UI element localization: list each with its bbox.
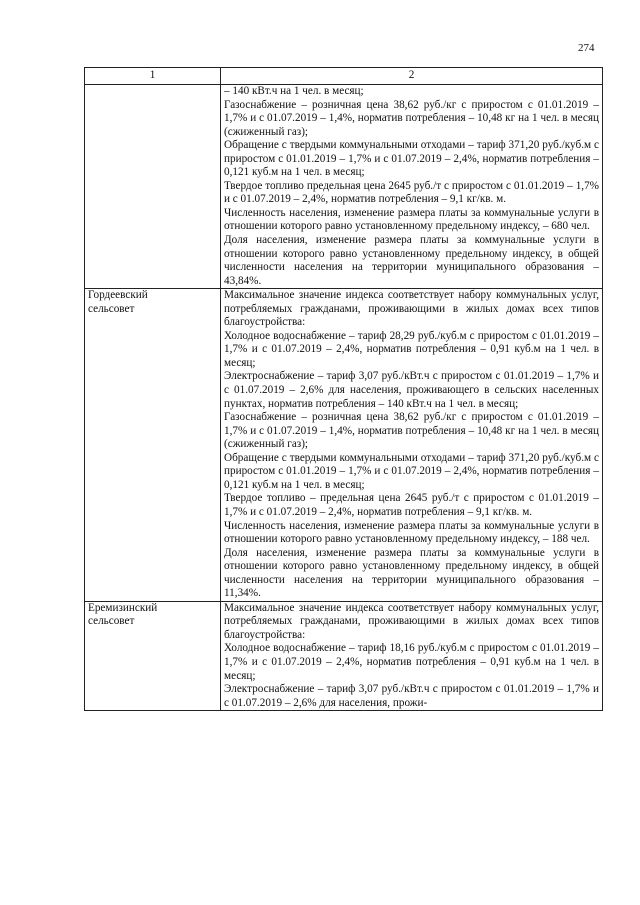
description-paragraph: Газоснабжение – розничная цена 38,62 руб./кг с приростом с 01.01.2019 – 1,7% и с 01.07.2019 – 1,4%, норматив потребления – 10,48 кг на 1 чел. в месяц (сжиженный газ);	[224, 98, 599, 138]
description-cell	[221, 85, 603, 289]
municipality-name-cell	[85, 289, 221, 602]
description-cell	[221, 601, 603, 710]
table-row	[85, 289, 603, 602]
description-paragraph: Обращение с твердыми коммунальными отходами – тариф 371,20 руб./куб.м с приростом с 01.01.2019 – 1,7% и с 01.07.2019 – 2,4%, норматив потребления – 0,121 куб.м на 1 чел. в месяц;	[224, 139, 599, 179]
description-paragraph: Холодное водоснабжение – тариф 28,29 руб./куб.м с приростом с 01.01.2019 – 1,7% и с 01.07.2019 – 2,4%, норматив потребления – 0,91 куб.м на 1 чел. в месяц;	[224, 329, 599, 369]
municipality-name-cell	[85, 85, 221, 289]
description-paragraph: Численность населения, изменение размера платы за коммунальные услуги в отношении которого равно установленному предельному индексу, – 188 чел.	[224, 519, 599, 546]
header-row	[85, 68, 603, 85]
description-paragraph: Доля населения, изменение размера платы за коммунальные услуги в отношении которого равно установленному предельному индексу, в общей численности населения на территории муниципального образования – 43,84%.	[224, 234, 599, 287]
municipality-name-line: Еремизинский	[88, 601, 158, 614]
municipality-name-line: сельсовет	[88, 302, 135, 315]
description-paragraph: Холодное водоснабжение – тариф 18,16 руб./куб.м с приростом с 01.01.2019 – 1,7% и с 01.07.2019 – 2,4%, норматив потребления – 0,91 куб.м на 1 чел. в месяц;	[224, 642, 599, 682]
description-paragraph: Электроснабжение – тариф 3,07 руб./кВт.ч с приростом с 01.01.2019 – 1,7% и с 01.07.2019 – 2,6% для населения, прожи-	[224, 683, 599, 709]
description-paragraph: Твердое топливо – предельная цена 2645 руб./т с приростом с 01.01.2019 – 1,7% и с 01.07.2019 – 2,4%, норматив потребления – 9,1 кг/кв. м.	[224, 492, 599, 518]
description-paragraph: Максимальное значение индекса соответствует набору коммунальных услуг, потребляемых гражданами, проживающими в жилых домах всех типов благоустройства:	[224, 601, 599, 641]
municipality-name-line: сельсовет	[88, 615, 135, 628]
tariff-table	[84, 67, 603, 711]
description-paragraph: Газоснабжение – розничная цена 38,62 руб./кг с приростом с 01.01.2019 – 1,7% и с 01.07.2019 – 1,4%, норматив потребления – 10,48 кг на 1 чел. в месяц (сжиженный газ);	[224, 411, 599, 451]
table-row	[85, 85, 603, 289]
description-paragraph: – 140 кВт.ч на 1 чел. в месяц;	[224, 85, 364, 97]
description-paragraph: Численность населения, изменение размера платы за коммунальные услуги в отношении которого равно установленному предельному индексу, – 680 чел.	[224, 206, 599, 233]
page-number: 274	[578, 42, 595, 54]
description-paragraph: Твердое топливо предельная цена 2645 руб./т с приростом с 01.01.2019 – 1,7% и с 01.07.2019 – 2,4%, норматив потребления – 9,1 кг/кв. м.	[224, 179, 599, 206]
description-paragraph: Максимальное значение индекса соответствует набору коммунальных услуг, потребляемых гражданами, проживающими в жилых домах всех типов благоустройства:	[224, 289, 599, 329]
column-header: 1	[85, 68, 221, 85]
municipality-name-cell	[85, 601, 221, 710]
municipality-name-line: Гордеевский	[88, 289, 148, 302]
column-header: 2	[221, 68, 603, 85]
description-cell	[221, 289, 603, 602]
table-row	[85, 601, 603, 710]
description-paragraph: Доля населения, изменение размера платы за коммунальные услуги в отношении которого равно установленному предельному индексу, в общей численности населения на территории муниципального образования – 11,34%.	[224, 546, 599, 600]
description-paragraph: Электроснабжение – тариф 3,07 руб./кВт.ч с приростом с 01.01.2019 – 1,7% и с 01.07.2019 – 2,6% для населения, проживающего в сельских населенных пунктах, норматив потребления – 140 кВт.ч на 1 чел. в месяц;	[224, 370, 599, 410]
description-paragraph: Обращение с твердыми коммунальными отходами – тариф 371,20 руб./куб.м с приростом с 01.01.2019 – 1,7% и с 01.07.2019 – 2,4%, норматив потребления – 0,121 куб.м на 1 чел. в месяц;	[224, 451, 599, 491]
